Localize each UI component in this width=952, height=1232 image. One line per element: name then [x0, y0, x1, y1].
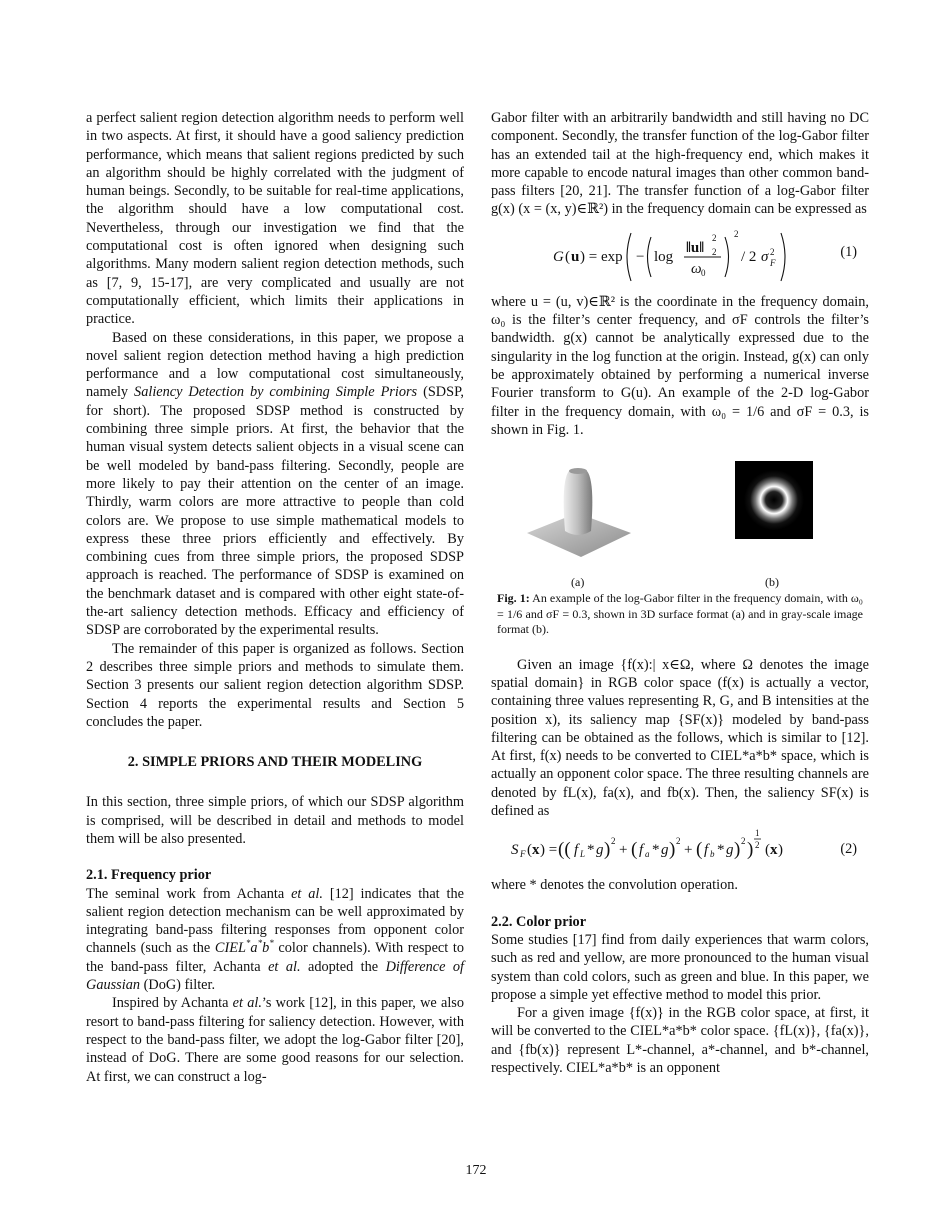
svg-text:) = exp: ) = exp [580, 248, 623, 265]
svg-text:(: ( [631, 839, 638, 861]
figure-1-caption-label: Fig. 1: [497, 591, 530, 606]
text-run: ’s work [12], in this paper, we also resort to band-pass filtering for saliency detection. However, with respect to the band-pass filter, we adopt the log-Gabor filter [20], instead of DoG. There are some good reasons for our selection. At first, we can construct a log- [86, 995, 464, 1085]
paragraph-section-intro: In this section, three simple priors, of which our SDSP algorithm is comprised, will be described in detail and methods to model them will be also presented. [86, 794, 464, 847]
subsection-heading-2-1: 2.1. Frequency prior [86, 867, 212, 884]
svg-text:(: ( [565, 248, 570, 265]
cie-text: CIEL [214, 940, 246, 957]
svg-text:2: 2 [770, 246, 775, 257]
svg-text:f: f [639, 842, 644, 859]
svg-text:−: − [636, 248, 645, 265]
paragraph-log-gabor [86, 994, 464, 1085]
equation-2 [491, 826, 869, 870]
svg-text:): ) [669, 839, 676, 861]
svg-text:(: ( [527, 842, 532, 859]
svg-text:): ) [747, 839, 754, 861]
svg-text:b: b [710, 849, 715, 860]
svg-text:F: F [520, 849, 526, 860]
equation-2-formula [491, 826, 821, 870]
equation-1-formula [491, 225, 821, 287]
svg-text:): ) [778, 842, 783, 859]
svg-text:log: log [654, 248, 674, 265]
svg-text:g: g [596, 842, 604, 859]
text-run: (SDSP, for short). The proposed SDSP method is constructed by combining three simple priors. At first, the behavior that the human visual system detects salient objects in a visual scene can be well modeled by band-pass filtering. Secondly, people are more likely to pay their attention on the center of an image. Thirdly, warm colors are more attractive to people than cold colors are. We propose to use simple mathematical models to express these three priors efficiently and effectively. By combining cues from three simple priors, the proposed SDSP approach is reached. The performance of SDSP is examined on the benchmark dataset and is compared with other eight state-of-the-art saliency detection methods. Efficacy and efficiency of SDSP are corroborated by the experimental results. [86, 384, 465, 639]
svg-text:ω: ω [691, 260, 702, 277]
svg-text:0: 0 [701, 267, 706, 278]
paragraph-saliency-map: Given an image {f(x):| x∈Ω, where Ω denotes the image spatial domain} in RGB color space (f(x) is actually a vector, containing three values representing R, G, and B intensities at the position x), its saliency map {SF(x)} modeled by band-pass filtering can be obtained as the follows, which is similar to [12]. At first, f(x) needs to be converted to CIEL*a*b* space, which is actually an opponent color space. The three resulting channels are denoted by fL(x), fa(x), and fb(x). Then, the saliency SF(x) is defined as [491, 656, 869, 820]
svg-text:(: ( [765, 842, 770, 859]
figure-1-caption-text: An example of the log-Gabor filter in the frequency domain, with ω₀ = 1/6 and σF = 0.3, shown in 3D surface format (a) and in gray-scale image format (b). [497, 591, 863, 637]
figure-1b-label: (b) [765, 575, 779, 590]
text-run: Based on these considerations, in this paper, we propose a novel salient region detection method having a high prediction performance and a low computational cost simultaneously, namely [86, 329, 464, 401]
svg-text:((: (( [558, 839, 571, 861]
svg-text:u: u [571, 248, 580, 265]
et-al: et al. [232, 995, 262, 1012]
paragraph-coordinate: where u = (u, v)∈ℝ² is the coordinate in the frequency domain, ω₀ is the filter’s center frequency, and σF controls the filter’s bandwidth. g(x) cannot be analytically expressed due to the singularity in the log function at the origin. Instead, g(x) can only be approximately obtained by performing a numerical inverse Fourier transform to G(u). An example of the 2-D log-Gabor filter in the frequency domain, with ω₀ = 1/6 and σF = 0.3, is shown in Fig. 1. [491, 293, 869, 438]
svg-text:): ) [734, 839, 741, 861]
svg-text:‖u‖: ‖u‖ [686, 239, 705, 256]
svg-text:2: 2 [755, 840, 760, 851]
svg-text:σ: σ [761, 248, 769, 265]
svg-text:S: S [511, 842, 519, 859]
right-column [491, 109, 869, 1077]
svg-text:f: f [704, 842, 709, 859]
svg-text:2: 2 [741, 836, 746, 847]
paragraph-proposal [86, 329, 464, 640]
svg-text:2: 2 [611, 836, 616, 847]
paragraph-convolution: where * denotes the convolution operation. [491, 877, 738, 894]
paragraph-color-prior: Some studies [17] find from daily experiences that warm colors, such as red and yellow, are more pronounced to the human visual system than cold colors, such as green and blue. In this paper, we propose a simple yet effective method to model this prior. [491, 931, 869, 1003]
svg-text:+: + [684, 842, 693, 859]
svg-text:a: a [645, 849, 650, 860]
figure-1 [491, 461, 869, 590]
paragraph-intro: a perfect salient region detection algorithm needs to perform well in two aspects. At first, it should have a good saliency prediction performance, which means that salient regions predicted by such an algorithm should be highly correlated with the judgment of human beings. Secondly, to be suitable for real-time applications, the algorithm should have a low computational cost. Nevertheless, through our investigation we find that the computational cost is often ignored when designing such algorithms. Many modern salient region detection methods, such as [7, 9, 15-17], are very complicated and usually are not computationally efficient, which limits their applications in practice. [86, 110, 464, 328]
equation-1 [491, 225, 869, 287]
svg-text:2: 2 [712, 246, 717, 257]
svg-text:g: g [661, 842, 669, 859]
svg-text:): ) [604, 839, 611, 861]
svg-text:+: + [619, 842, 628, 859]
svg-text:x: x [770, 842, 778, 859]
svg-text:F: F [770, 257, 776, 268]
figure-1-images [491, 461, 869, 569]
svg-text:x: x [532, 842, 540, 859]
equation-1-number: (1) [840, 243, 857, 260]
subsection-heading-2-2: 2.2. Color prior [491, 913, 587, 930]
et-al: et al. [268, 958, 301, 975]
svg-text:f: f [574, 842, 579, 859]
text-run: [12] indicates that the salient region detection mechanism can be well approximated by integrating band-pass filtering responses from opponent color channels (such as the [86, 885, 464, 957]
svg-text:*: * [717, 842, 725, 859]
svg-text:g: g [726, 842, 734, 859]
svg-text:*: * [587, 842, 595, 859]
svg-text:L: L [580, 849, 586, 860]
svg-text:*: * [652, 842, 660, 859]
text-run: (DoG) filter. [140, 977, 216, 994]
figure-1a-label: (a) [571, 575, 585, 590]
svg-text:) =: ) = [540, 842, 558, 859]
paragraph-organization: The remainder of this paper is organized as follows. Section 2 describes three simple priors and methods to simulate them. Section 3 presents our salient region detection algorithm SDSP. Section 4 reports the experimental results and Section 5 concludes the paper. [86, 640, 464, 730]
paragraph-color-conversion: For a given image {f(x)} in the RGB color space, at first, it will be converted to the CIEL*a*b* color space. {fL(x)}, {fa(x)}, and {fb(x)} represent L*-channel, a*-channel, and b*-channel, respectively. CIEL*a*b* is an opponent [491, 1005, 869, 1076]
figure-1-caption [497, 591, 863, 638]
svg-text:G: G [553, 248, 564, 265]
text-run: Inspired by Achanta [112, 995, 233, 1012]
equation-2-number: (2) [840, 841, 857, 858]
left-column [86, 109, 464, 1086]
cielab-term: CIEL*a*b* [214, 938, 274, 957]
svg-text:2: 2 [734, 228, 739, 239]
svg-text:2: 2 [712, 232, 717, 243]
et-al: et al. [291, 885, 323, 902]
page-number: 172 [465, 1163, 487, 1178]
text-run: The seminal work from Achanta [86, 885, 292, 902]
text-run: adopted the [300, 958, 386, 975]
paragraph-frequency-prior [86, 885, 464, 995]
dog-term: Difference of Gaussian [86, 958, 464, 994]
text-run: color channels). With respect to the band-pass filter, Achanta [86, 940, 464, 975]
paragraph-transfer-function: Gabor filter with an arbitrarily bandwidth and still having no DC component. Secondly, the transfer function of the log-Gabor filter has an extended tail at the high-frequency end, which makes it more capable to encode natural images than other common band-pass filters [20, 21]. The transfer function of a log-Gabor filter g(x) (x = (x, y)∈ℝ²) in the frequency domain can be expressed as [491, 110, 869, 218]
svg-text:2: 2 [676, 836, 681, 847]
method-name: Saliency Detection by combining Simple Priors [134, 384, 418, 401]
section-heading-2: 2. SIMPLE PRIORS AND THEIR MODELING [127, 754, 423, 771]
svg-text:1: 1 [755, 828, 760, 839]
svg-text:/ 2: / 2 [741, 248, 757, 265]
svg-text:(: ( [696, 839, 703, 861]
